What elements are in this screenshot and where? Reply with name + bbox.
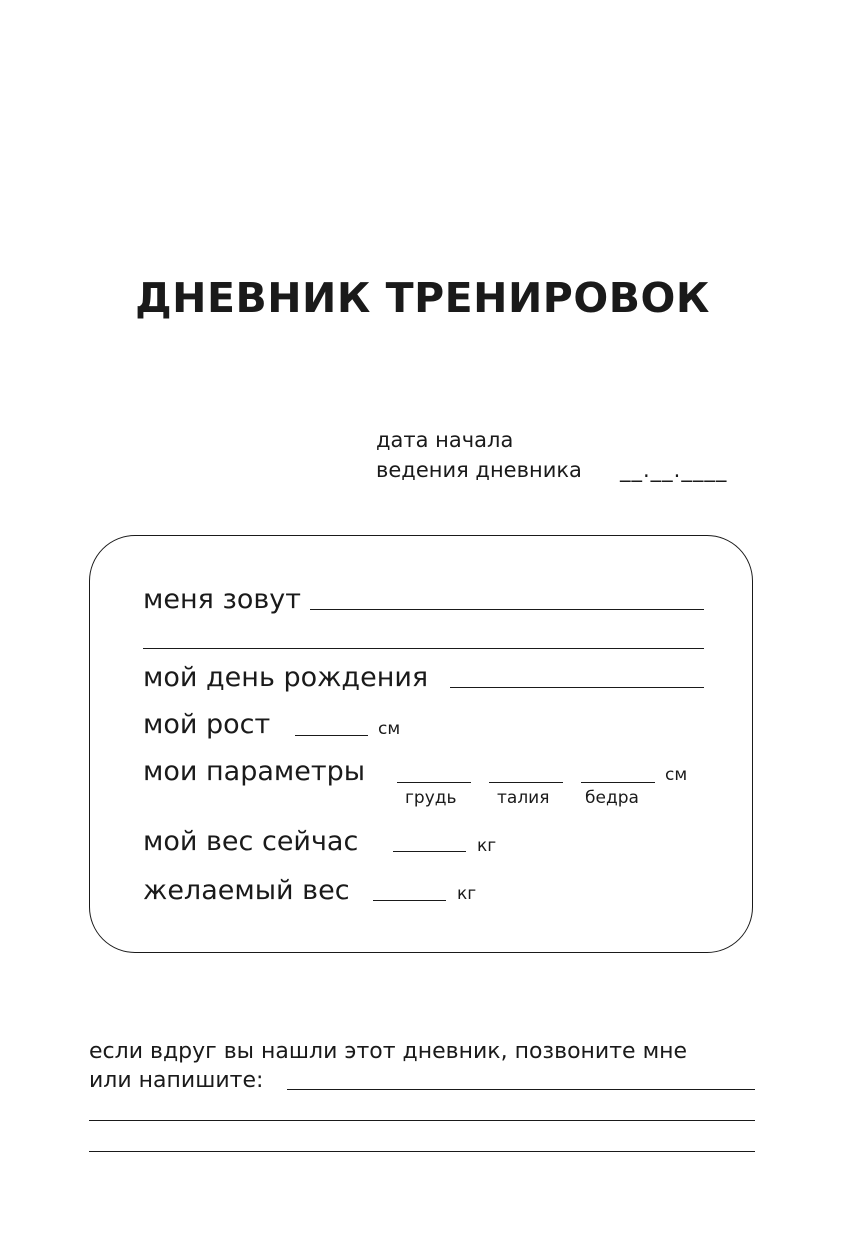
param-hips-label: бедра [585,788,639,808]
weight-goal-unit: кг [457,884,477,904]
footer-text-line1: если вдруг вы нашли этот дневник, позвоните мне [89,1039,688,1064]
start-date-label-line1: дата начала [376,428,514,452]
chest-field-line[interactable] [397,782,471,783]
weight-now-unit: кг [477,836,497,856]
hips-field-line[interactable] [581,782,655,783]
height-field-line[interactable] [295,735,368,736]
birthday-label: мой день рождения [143,662,429,693]
height-label: мой рост [143,709,271,740]
weight-goal-label: желаемый вес [143,875,350,906]
start-date-field[interactable]: __.__.____ [620,458,728,482]
weight-now-field-line[interactable] [393,851,466,852]
param-chest-label: грудь [405,788,457,808]
page-title: ДНЕВНИК ТРЕНИРОВОК [135,274,710,322]
params-unit: см [665,765,688,785]
contact-field-line-1[interactable] [287,1089,755,1090]
name-field-line[interactable] [310,609,704,610]
footer-text-line2: или напишите: [89,1068,264,1093]
waist-field-line[interactable] [489,782,563,783]
name-label: меня зовут [143,584,301,615]
name-field-line-2[interactable] [143,648,704,649]
birthday-field-line[interactable] [450,687,704,688]
param-waist-label: талия [497,788,550,808]
weight-now-label: мой вес сейчас [143,826,359,857]
contact-field-line-3[interactable] [89,1151,755,1152]
params-label: мои параметры [143,756,366,787]
weight-goal-field-line[interactable] [373,900,446,901]
start-date-label-line2: ведения дневника [376,458,582,482]
height-unit: см [378,719,401,739]
contact-field-line-2[interactable] [89,1120,755,1121]
